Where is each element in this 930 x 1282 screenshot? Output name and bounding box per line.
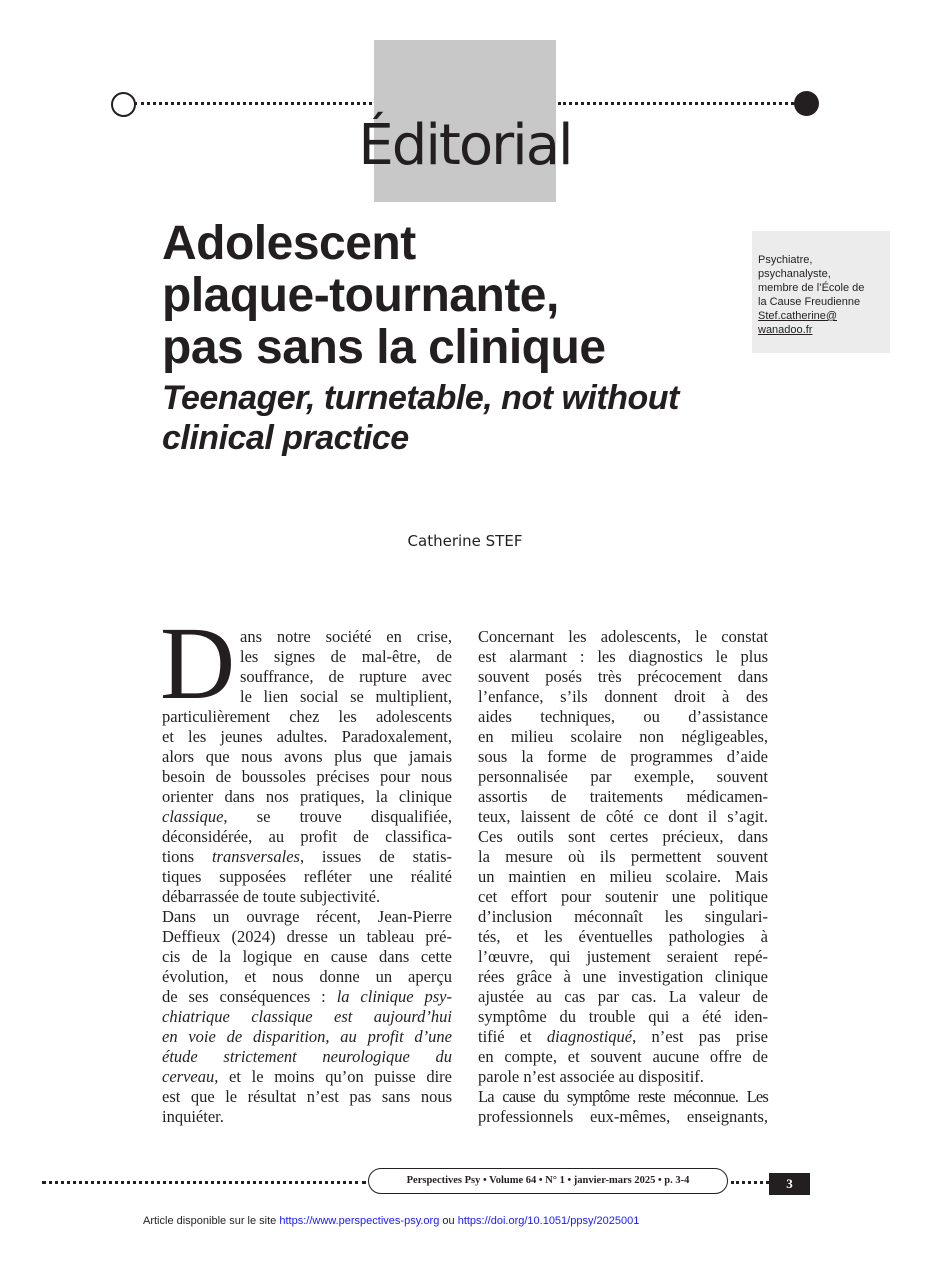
author-affiliation-box [752,231,890,353]
text-line: La cause du symptôme reste méconnue. Les [478,1087,768,1106]
text-line: Dans un ouvrage récent, Jean-Pierre [162,907,452,926]
author-email-link[interactable]: Stef.catherine@ [758,310,838,322]
text-line: tés, et les éventuelles pathologies à [478,927,768,946]
text-line: étude strictement neurologique du [162,1047,452,1066]
site-link[interactable]: https://www.perspectives-psy.org [279,1215,440,1227]
text-line: et les jeunes adultes. Paradoxalement, [162,727,452,746]
text-line: sous la forme de programmes d’aide [478,747,768,766]
text-line: tifié et diagnostiqué, n’est pas prise [478,1027,768,1046]
text-line: souffrance, de rupture avec [240,667,452,686]
body-column-right [478,627,768,1127]
article-title-english [162,378,762,458]
text-line: rées grâce à une investigation clinique [478,967,768,986]
text-line: besoin de boussoles précises pour nous [162,767,452,786]
text-line: de ses conséquences : la clinique psy- [162,987,452,1006]
open-circle-icon [111,92,136,117]
text-line: parole n’est associée au dispositif. [478,1067,704,1086]
text-line: ans notre société en crise, [240,627,452,646]
affiliation-line: membre de l’École de [758,282,865,294]
title-line: clinical practice [162,419,409,457]
text-line: déconsidérée, au profit de classifica- [162,827,452,846]
text-line: un maintien en milieu scolaire. Mais [478,867,768,886]
text-line: orienter dans nos pratiques, la clinique [162,787,452,806]
availability-line [143,1215,639,1227]
text-line: inquiéter. [162,1107,224,1126]
journal-citation: Perspectives Psy • Volume 64 • N° 1 • janvier-mars 2025 • p. 3-4 [368,1168,728,1194]
text-line: ajustée au cas par cas. La valeur de [478,987,768,1006]
body-column-left [162,627,452,1127]
footer-dotted-rule-right [731,1181,769,1184]
text-line: cerveau, et le moins qu’on puisse dire [162,1067,452,1086]
text-line: le lien social se multiplient, [240,687,452,706]
text-line: symptôme du trouble qui a été iden- [478,1007,768,1026]
text-line: en compte, et souvent aucune offre de [478,1047,768,1066]
footer-dotted-rule-left [42,1181,366,1184]
affiliation-line: psychanalyste, [758,268,831,280]
article-title-french [162,218,722,374]
text-line: Ces outils sont certes précieux, dans [478,827,768,846]
text-line: professionnels eux-mêmes, enseignants, [478,1107,768,1126]
drop-cap: D [160,606,236,721]
text-line: personnalisée par exemple, souvent [478,767,768,786]
text-line: en milieu scolaire non négligeables, [478,727,768,746]
text-line: Deffieux (2024) dresse un tableau pré- [162,927,452,946]
affiliation-line: Psychiatre, [758,254,813,266]
filled-circle-icon [794,91,819,116]
text-line: débarrassée de toute subjectivité. [162,887,381,906]
text-line: d’inclusion méconnaît les singulari- [478,907,768,926]
text-line: est que le résultat n’est pas sans nous [162,1087,452,1106]
text-line: l’enfance, s’ils donnent droit à des [478,687,768,706]
author-name: Catherine STEF [407,532,523,550]
or-text: ou [442,1215,455,1227]
text-line: souvent posés très précocement dans [478,667,768,686]
author-email-link[interactable]: wanadoo.fr [758,324,813,336]
text-line: la mesure où ils permettent souvent [478,847,768,866]
text-line: est alarmant : les diagnostics le plus [478,647,768,666]
header-dotted-rule-left [134,102,372,105]
text-line: cet effort pour soutenir une politique [478,887,768,906]
text-line: Concernant les adolescents, le constat [478,627,768,646]
text-line: les signes de mal-être, de [240,647,452,666]
title-line: Teenager, turnetable, not without [162,379,679,417]
text-line: tions transversales, issues de statis- [162,847,452,866]
text-line: tiques supposées refléter une réalité [162,867,452,886]
text-line: assortis de traitements médicamen- [478,787,768,806]
text-line: classique, se trouve disqualifiée, [162,807,452,826]
section-label: Éditorial [358,113,572,178]
text-line: cis de la logique en cause dans cette [162,947,452,966]
text-line: chiatrique classique est aujourd’hui [162,1007,452,1026]
title-line: plaque-tournante, [162,269,559,322]
title-line: pas sans la clinique [162,321,606,374]
affiliation-line: la Cause Freudienne [758,296,861,308]
doi-link[interactable]: https://doi.org/10.1051/ppsy/2025001 [457,1215,640,1227]
text-line: l’œuvre, qui justement seraient repé- [478,947,768,966]
text-line: teux, laissent de côté ce dont il s’agit. [478,807,768,826]
text-line: en voie de disparition, au profit d’une [162,1027,452,1046]
text-line: alors que nous avons plus que jamais [162,747,452,766]
page-number: 3 [769,1173,810,1195]
header-dotted-rule-right [558,102,794,105]
text-line: particulièrement chez les adolescents [162,707,452,726]
availability-prefix: Article disponible sur le site [143,1215,277,1227]
text-line: aides techniques, ou d’assistance [478,707,768,726]
title-line: Adolescent [162,217,416,270]
text-line: évolution, et nous donne un aperçu [162,967,452,986]
